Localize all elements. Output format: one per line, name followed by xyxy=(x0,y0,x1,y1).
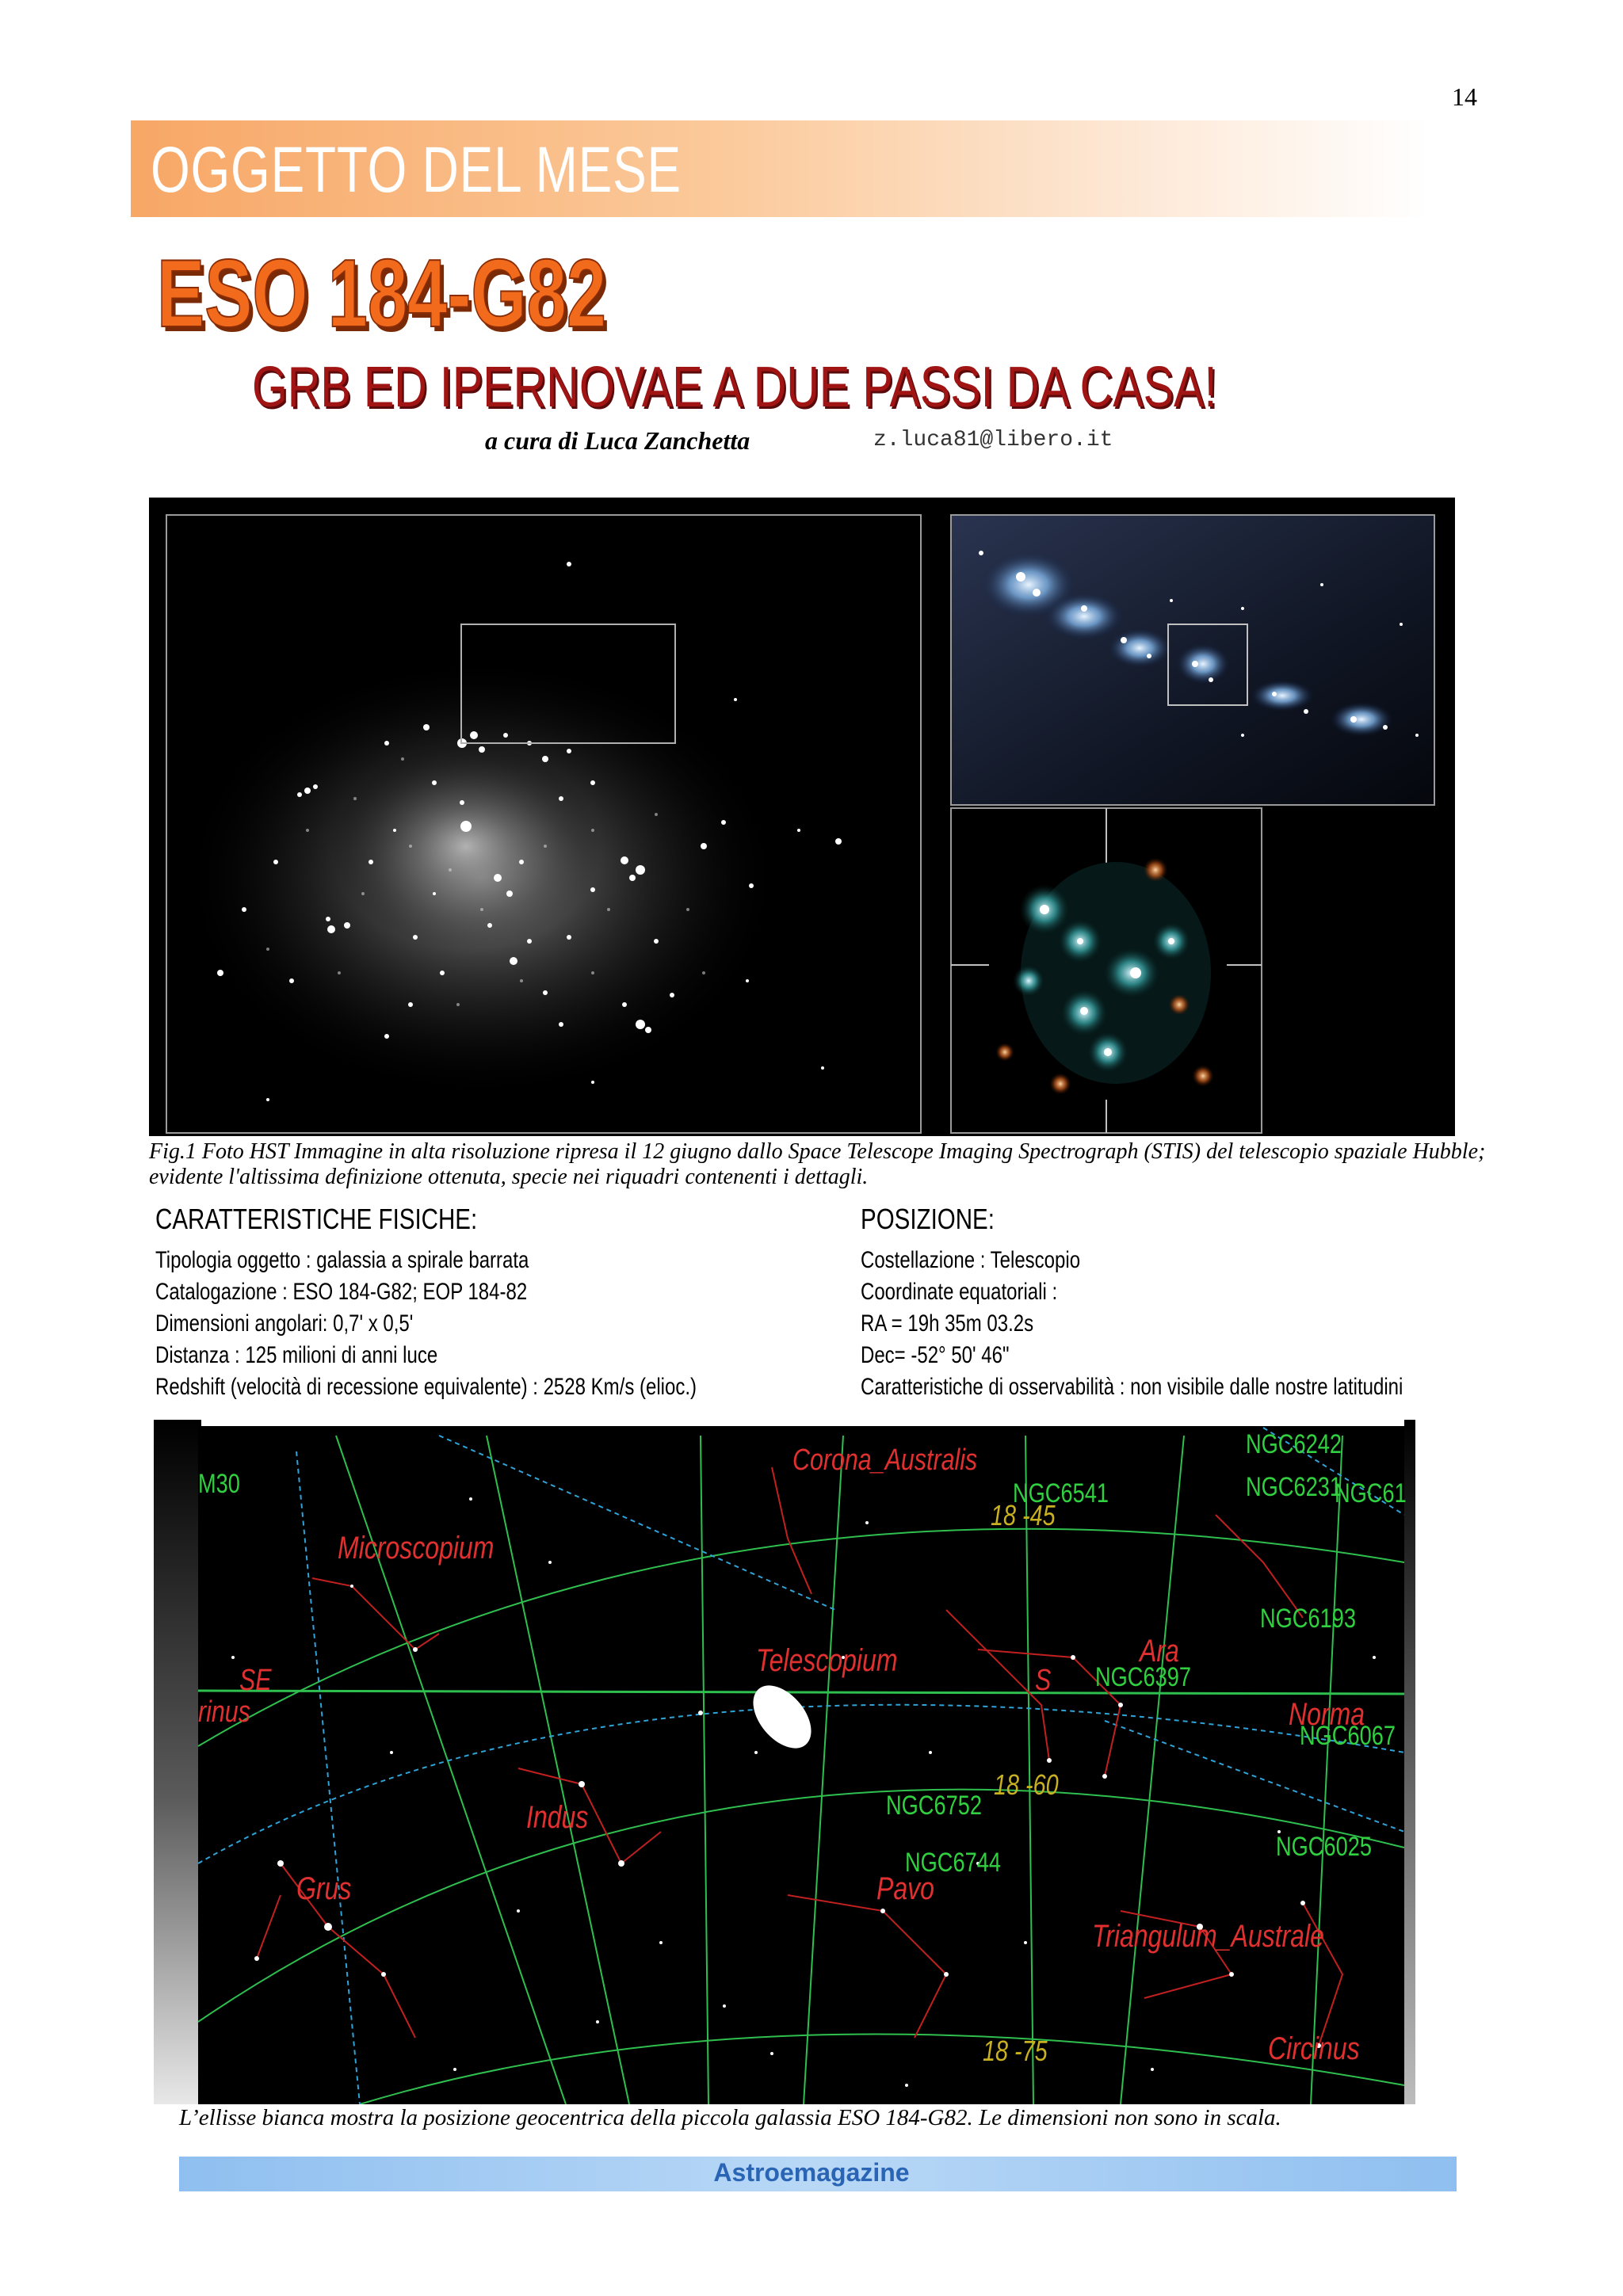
physical-line: Redshift (velocità di recessione equivalente) : 2528 Km/s (elioc.) xyxy=(155,1374,697,1400)
position-info xyxy=(861,1203,1538,1405)
map-object-ngc6242: NGC6242 xyxy=(1246,1429,1342,1459)
map-label-telescopium: Telescopium xyxy=(756,1643,898,1678)
map-grid-label: 18 -45 xyxy=(991,1499,1056,1531)
map-object-ngc6193: NGC6193 xyxy=(1260,1604,1356,1634)
position-title: POSIZIONE: xyxy=(861,1203,995,1235)
physical-title: CARATTERISTICHE FISICHE: xyxy=(155,1203,478,1235)
map-grid-label: 18 -60 xyxy=(994,1768,1059,1801)
article-subtitle: GRB ED IPERNOVAE A DUE PASSI DA CASA! xyxy=(252,356,1217,419)
map-object-ngc6397: NGC6397 xyxy=(1095,1662,1191,1692)
map-object-ngc61: NGC61 xyxy=(1335,1478,1407,1508)
footer-magazine-name: Astroemagazine xyxy=(713,2158,910,2187)
map-label-triangulum-australe: Triangulum_Australe xyxy=(1092,1919,1324,1954)
article-title: ESO 184-G82 xyxy=(157,239,607,347)
map-object-ngc6231: NGC6231 xyxy=(1246,1472,1342,1502)
map-object-ngc6067: NGC6067 xyxy=(1300,1721,1396,1751)
map-object-ngc6541: NGC6541 xyxy=(1013,1478,1109,1508)
section-title: OGGETTO DEL MESE xyxy=(151,134,682,206)
map-label-norma: Norma xyxy=(1289,1697,1365,1732)
page-number: 14 xyxy=(1452,82,1477,111)
position-line: RA = 19h 35m 03.2s xyxy=(861,1310,1034,1337)
physical-line: Dimensioni angolari: 0,7' x 0,5' xyxy=(155,1310,414,1337)
physical-line: Catalogazione : ESO 184-G82; EOP 184-82 xyxy=(155,1279,528,1305)
physical-line: Distanza : 125 milioni di anni luce xyxy=(155,1342,438,1368)
map-label-corona-australis: Corona_Australis xyxy=(792,1444,978,1477)
star-map-figure xyxy=(154,1420,1415,2104)
position-line: Coordinate equatoriali : xyxy=(861,1279,1058,1305)
map-label-pavo: Pavo xyxy=(876,1871,934,1906)
author-email[interactable]: z.luca81@libero.it xyxy=(873,428,1113,452)
map-label-ara: Ara xyxy=(1140,1634,1179,1669)
figure-1-caption: Fig.1 Foto HST Immagine in alta risoluzione ripresa il 12 giugno dallo Space Telescope Imaging Spectrograph (STIS) del telescopio spaziale Hubble; evidente l'altissima definizione ottenuta, specie nei riquadri contenenti i dettagli. xyxy=(149,1139,1486,1189)
map-object-ngc6744: NGC6744 xyxy=(905,1848,1001,1878)
author-credit: a cura di Luca Zanchetta xyxy=(485,426,750,455)
map-grid-label: 18 -75 xyxy=(983,2035,1048,2067)
map-side-label: SE xyxy=(239,1664,272,1697)
hst-photo-figure xyxy=(149,498,1455,1136)
map-label-circinus: Circinus xyxy=(1268,2031,1360,2066)
physical-characteristics xyxy=(155,1203,832,1405)
physical-line: Tipologia oggetto : galassia a spirale barrata xyxy=(155,1247,529,1273)
map-object-m30: M30 xyxy=(198,1469,240,1499)
map-object-ngc6025: NGC6025 xyxy=(1276,1832,1372,1862)
position-line: Caratteristiche di osservabilità : non visibile dalle nostre latitudini xyxy=(861,1374,1403,1400)
map-label-grus: Grus xyxy=(296,1871,352,1906)
map-label-indus: Indus xyxy=(526,1800,589,1835)
map-label-microscopium: Microscopium xyxy=(338,1531,495,1566)
position-line: Dec= -52° 50' 46" xyxy=(861,1342,1010,1368)
map-side-label: rinus xyxy=(198,1695,250,1729)
map-caption: L’ellisse bianca mostra la posizione geocentrica della piccola galassia ESO 184-G82. Le dimensioni non sono in scala. xyxy=(179,2105,1281,2130)
map-side-label: S xyxy=(1035,1664,1052,1697)
position-line: Costellazione : Telescopio xyxy=(861,1247,1081,1273)
map-object-ngc6752: NGC6752 xyxy=(886,1791,982,1821)
